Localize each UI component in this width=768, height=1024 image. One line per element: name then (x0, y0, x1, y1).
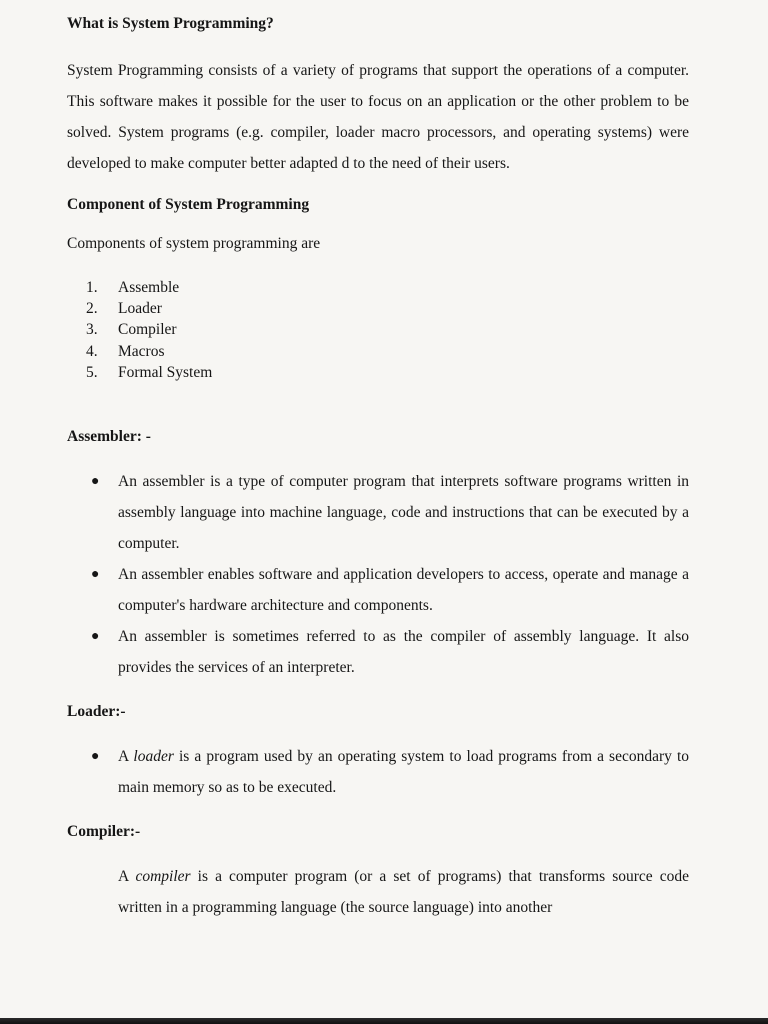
list-item: 1. Assemble (86, 279, 180, 296)
bullet-icon: ● (91, 749, 100, 765)
list-item: 3. Compiler (86, 321, 177, 339)
compiler-paragraph: A compiler is a computer program (or a set of programs) that transforms source code written in a programming language (the source language) into another (118, 868, 689, 917)
list-item: ● An assembler enables software and application developers to access, operate and manage a computer's hardware architecture and components. (67, 559, 689, 621)
assembler-bullets (67, 466, 689, 683)
heading-what-is-system-programming: What is System Programming? (67, 15, 274, 32)
list-item: 4. Macros (86, 342, 165, 360)
bottom-edge-rule (0, 1018, 768, 1024)
bullet-icon: ● (91, 629, 100, 645)
loader-bullets (67, 741, 689, 803)
heading-assembler: Assembler: - (67, 428, 151, 446)
list-item: 2. Loader (86, 300, 162, 318)
heading-compiler: Compiler:- (67, 823, 141, 841)
bullet-icon: ● (91, 567, 100, 583)
list-item: ● A loader is a program used by an operating system to load programs from a secondary to main memory so as to be executed. (67, 741, 689, 803)
components-list (86, 277, 689, 383)
document-page (67, 14, 689, 923)
heading-loader: Loader:- (67, 703, 126, 721)
heading-component-of-system-programming: Component of System Programming (67, 196, 310, 213)
components-intro: Components of system programming are (67, 235, 321, 252)
intro-paragraph: System Programming consists of a variety of programs that support the operations of a computer. This software makes it possible for the user to focus on an application or the other problem to be solved. System programs (e.g. compiler, loader macro processors, and operating systems) were developed to make computer better adapted d to the need of their users. (67, 62, 689, 172)
bullet-icon: ● (91, 474, 100, 490)
list-item: ● An assembler is a type of computer program that interprets software programs written in assembly language into machine language, code and instructions that can be executed by a computer. (67, 466, 689, 559)
list-item: ● An assembler is sometimes referred to as the compiler of assembly language. It also provides the services of an interpreter. (67, 621, 689, 683)
list-item: 5. Formal System (86, 363, 213, 381)
